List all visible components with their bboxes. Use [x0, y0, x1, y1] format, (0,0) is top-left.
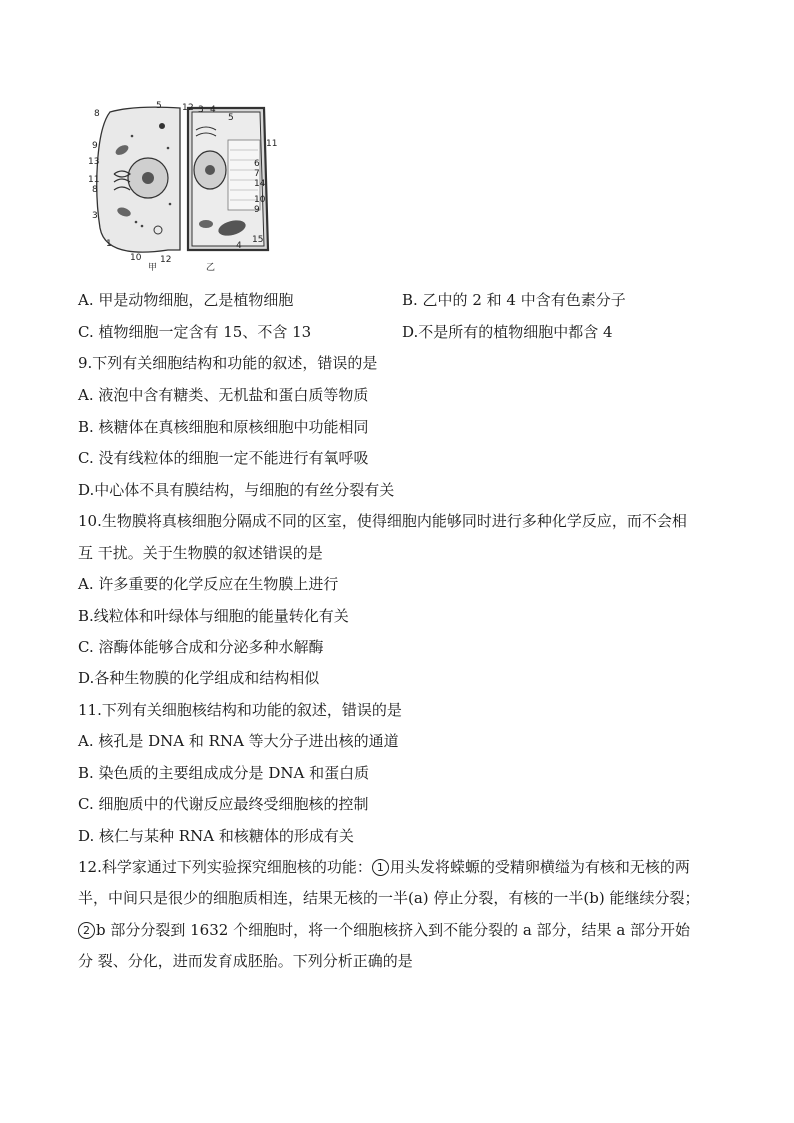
- q9-stem: 9.下列有关细胞结构和功能的叙述，错误的是: [78, 354, 378, 372]
- label-plant-6: 6: [254, 159, 260, 169]
- label-animal-3: 3: [92, 211, 98, 221]
- q9-option-d: D.中心体不具有膜结构，与细胞的有丝分裂有关: [78, 481, 395, 499]
- q12-stem-line1-pre: 12.科学家通过下列实验探究细胞核的功能：: [78, 858, 372, 876]
- label-animal-11: 11: [88, 175, 100, 185]
- caption-animal: 甲: [148, 263, 158, 273]
- plant-nucleolus: [205, 165, 215, 175]
- label-animal-13: 13: [88, 157, 100, 167]
- q11-option-b: B. 染色质的主要组成成分是 DNA 和蛋白质: [78, 764, 370, 782]
- q8-option-b: B. 乙中的 2 和 4 中含有色素分子: [402, 291, 626, 309]
- circled-number-2: 2: [78, 922, 95, 939]
- animal-nucleolus: [142, 172, 154, 184]
- label-plant-10: 10: [254, 195, 266, 205]
- cell-diagram-svg: [88, 100, 278, 278]
- q10-option-a: A. 许多重要的化学反应在生物膜上进行: [78, 575, 339, 593]
- label-plant-9: 9: [254, 205, 260, 215]
- q12-stem-line1-post: 用头发将蝾螈的受精卵横缢为有核和无核的两: [389, 858, 690, 876]
- q12-stem-line3: [78, 920, 690, 940]
- plant-mitochondrion: [199, 220, 213, 228]
- q11-option-c: C. 细胞质中的代谢反应最终受细胞核的控制: [78, 795, 369, 813]
- label-plant-11: 11: [266, 139, 278, 149]
- q8-option-d: D.不是所有的植物细胞中都含 4: [402, 323, 613, 341]
- label-plant-1: 1: [182, 103, 188, 113]
- q11-option-a: A. 核孔是 DNA 和 RNA 等大分子进出核的通道: [78, 732, 399, 750]
- q9-option-a: A. 液泡中含有糖类、无机盐和蛋白质等物质: [78, 386, 369, 404]
- circled-number-1: 1: [372, 859, 389, 876]
- q9-option-b: B. 核糖体在真核细胞和原核细胞中功能相同: [78, 418, 369, 436]
- caption-plant: 乙: [206, 263, 216, 273]
- q12-stem-line1: [78, 857, 690, 877]
- label-plant-4-top: 4: [210, 105, 216, 115]
- label-plant-5: 5: [228, 113, 234, 123]
- label-animal-10: 10: [130, 253, 142, 263]
- label-plant-15: 15: [252, 235, 264, 245]
- cell-diagram: [88, 100, 278, 278]
- q9-option-c: C. 没有线粒体的细胞一定不能进行有氧呼吸: [78, 449, 369, 467]
- label-plant-7: 7: [254, 169, 260, 179]
- q10-stem-line2: 互 干扰。关于生物膜的叙述错误的是: [78, 544, 323, 562]
- q10-stem-line1: 10.生物膜将真核细胞分隔成不同的区室，使得细胞内能够同时进行多种化学反应，而不会相: [78, 512, 687, 530]
- label-animal-9: 9: [92, 141, 98, 151]
- q8-option-c: C. 植物细胞一定含有 15、不含 13: [78, 323, 312, 341]
- label-animal-8-top: 8: [94, 109, 100, 119]
- label-plant-2: 2: [188, 103, 194, 113]
- q12-stem-line2: 半，中间只是很少的细胞质相连，结果无核的一半(a) 停止分裂，有核的一半(b) 能继续分裂；: [78, 889, 700, 907]
- q11-option-d: D. 核仁与某种 RNA 和核糖体的形成有关: [78, 827, 354, 845]
- q12-stem-line3-post: b 部分分裂到 1632 个细胞时，将一个细胞核挤入到不能分裂的 a 部分，结果 a 部分开始: [96, 921, 691, 939]
- q10-option-c: C. 溶酶体能够合成和分泌多种水解酶: [78, 638, 324, 656]
- q10-option-d: D.各种生物膜的化学组成和结构相似: [78, 669, 320, 687]
- label-animal-5: 5: [156, 101, 162, 111]
- q8-option-a: A. 甲是动物细胞，乙是植物细胞: [78, 291, 294, 309]
- label-plant-3: 3: [198, 105, 204, 115]
- label-plant-4-bottom: 4: [236, 241, 242, 251]
- label-animal-8-bottom: 8: [92, 185, 98, 195]
- label-animal-1: 1: [106, 239, 112, 249]
- label-animal-12: 12: [160, 255, 172, 265]
- q10-option-b: B.线粒体和叶绿体与细胞的能量转化有关: [78, 607, 349, 625]
- q12-stem-line4: 分 裂、分化，进而发育成胚胎。下列分析正确的是: [78, 952, 413, 970]
- animal-centriole: [159, 123, 165, 129]
- q11-stem: 11.下列有关细胞核结构和功能的叙述，错误的是: [78, 701, 402, 719]
- label-plant-14: 14: [254, 179, 266, 189]
